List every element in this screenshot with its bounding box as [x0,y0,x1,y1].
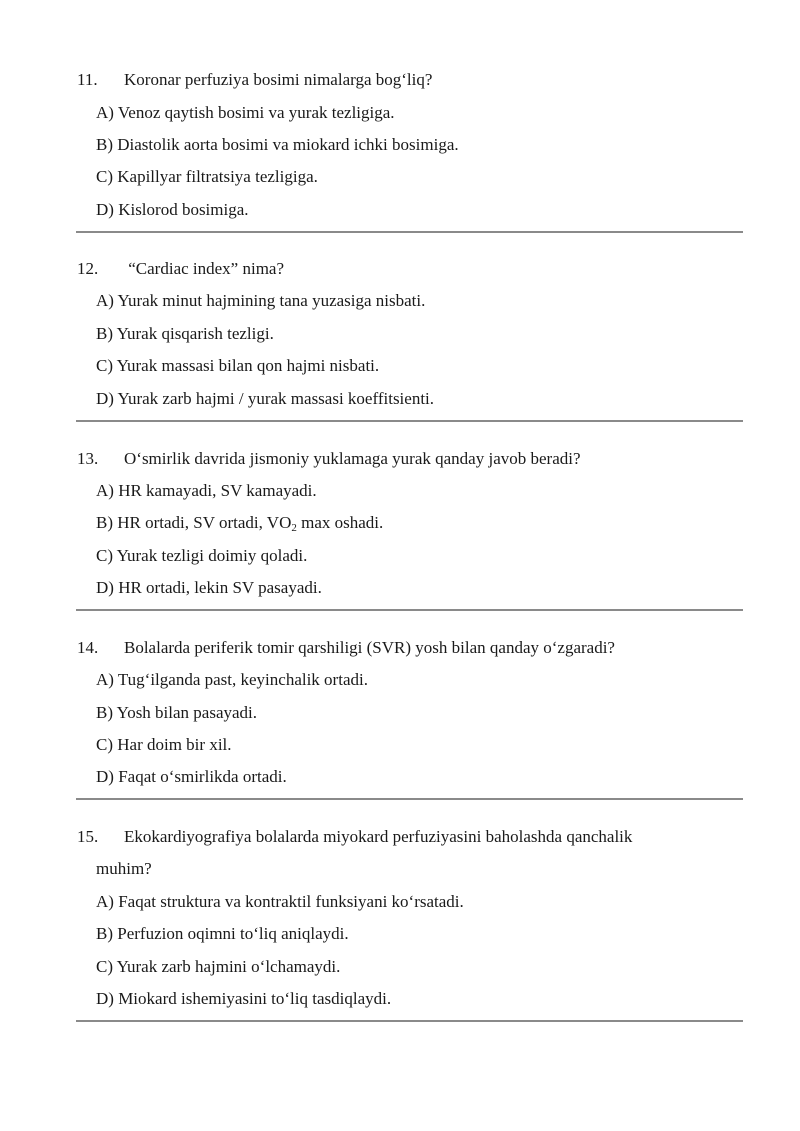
option-d: D) Miokard ishemiyasini to‘liq tasdiqlaydi. [96,989,392,1008]
divider-line [76,1020,743,1022]
option-c: C) Yurak tezligi doimiy qoladi. [96,546,308,565]
question-number: 14. [77,638,99,657]
question-number: 15. [77,827,99,846]
divider-line [76,798,743,800]
question-text: “Cardiac index” nima? [124,259,285,278]
option-b-text-after: max oshadi. [296,513,384,532]
option-a: A) Tug‘ilganda past, keyinchalik ortadi. [96,670,368,689]
subscript-2: 2 [291,522,297,534]
option-d: D) HR ortadi, lekin SV pasayadi. [96,578,322,597]
option-b: B) Perfuzion oqimni to‘liq aniqlaydi. [96,924,349,943]
option-d: D) Yurak zarb hajmi / yurak massasi koeffitsienti. [96,389,435,408]
question-text-continued: muhim? [96,859,152,878]
option-a: A) HR kamayadi, SV kamayadi. [96,481,317,500]
question-stem [77,449,581,469]
option-c: C) Yurak massasi bilan qon hajmi nisbati. [96,356,380,375]
question-stem [77,70,432,90]
option-b-text-before: B) HR ortadi, SV ortadi, VO [96,513,292,532]
option-b [96,513,383,533]
question-text: Bolalarda periferik tomir qarshiligi (SVR) yosh bilan qanday o‘zgaradi? [124,638,615,657]
option-b: B) Diastolik aorta bosimi va miokard ichki bosimiga. [96,135,459,154]
question-text: Koronar perfuziya bosimi nimalarga bog‘liq? [124,70,433,89]
divider-line [76,609,743,611]
question-number: 11. [77,70,98,89]
question-stem [77,638,615,658]
question-stem [77,827,632,847]
option-a: A) Venoz qaytish bosimi va yurak tezligiga. [96,103,395,122]
option-d: D) Faqat o‘smirlikda ortadi. [96,767,287,786]
option-a: A) Yurak minut hajmining tana yuzasiga nisbati. [96,291,426,310]
question-number: 12. [77,259,99,278]
option-c: C) Har doim bir xil. [96,735,232,754]
option-c: C) Yurak zarb hajmini o‘lchamaydi. [96,957,341,976]
question-text: O‘smirlik davrida jismoniy yuklamaga yurak qanday javob beradi? [124,449,581,468]
option-a: A) Faqat struktura va kontraktil funksiyani ko‘rsatadi. [96,892,464,911]
question-text: Ekokardiyografiya bolalarda miyokard perfuziyasini baholashda qanchalik [124,827,633,846]
option-c: C) Kapillyar filtratsiya tezligiga. [96,167,318,186]
option-d: D) Kislorod bosimiga. [96,200,249,219]
divider-line [76,420,743,422]
question-number: 13. [77,449,99,468]
question-stem [77,259,284,279]
option-b: B) Yurak qisqarish tezligi. [96,324,274,343]
divider-line [76,231,743,233]
option-b: B) Yosh bilan pasayadi. [96,703,258,722]
